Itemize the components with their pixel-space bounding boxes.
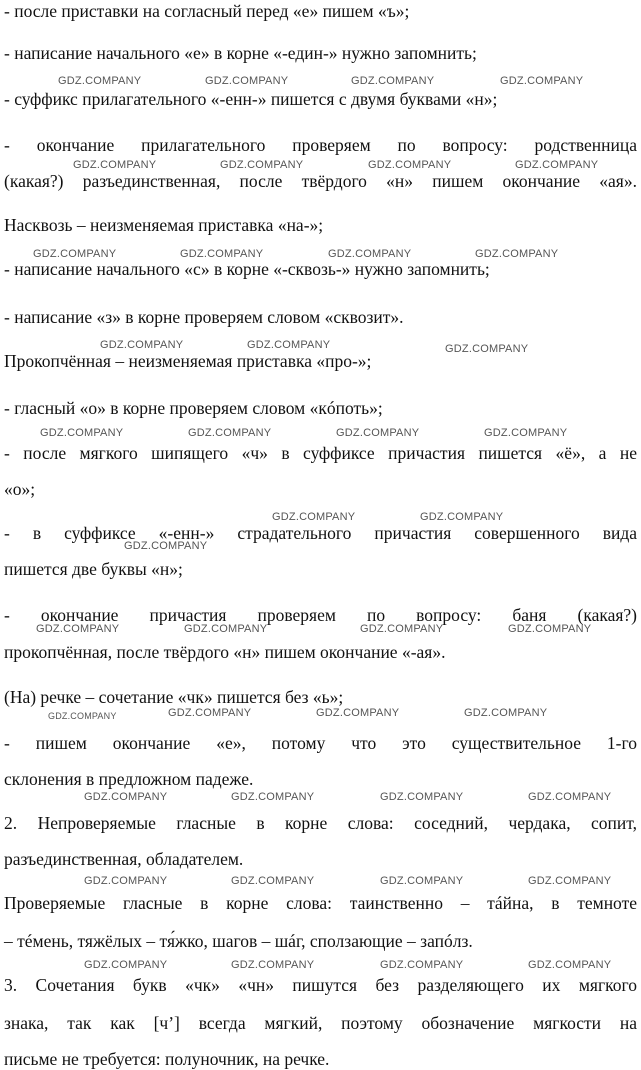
watermark-text: GDZ.COMPANY	[508, 623, 592, 635]
watermark-text: GDZ.COMPANY	[33, 248, 117, 260]
watermark-text: GDZ.COMPANY	[528, 791, 612, 803]
watermark-text: GDZ.COMPANY	[380, 875, 464, 887]
watermark-text: GDZ.COMPANY	[231, 959, 315, 971]
watermark-text: GDZ.COMPANY	[36, 623, 120, 635]
watermark-text: GDZ.COMPANY	[360, 623, 444, 635]
text-line: разъединственная, обладателем.	[4, 849, 244, 869]
watermark-text: GDZ.COMPANY	[180, 248, 264, 260]
watermark-text: GDZ.COMPANY	[73, 159, 157, 171]
watermark-text: GDZ.COMPANY	[368, 159, 452, 171]
text-line: - написание «з» в корне проверяем словом «сквозит».	[4, 307, 404, 327]
watermark-text: GDZ.COMPANY	[380, 959, 464, 971]
watermark-text: GDZ.COMPANY	[336, 427, 420, 439]
text-line: – тéмень, тяжёлых – тя́жко, шагов – шáг, сползающие – запóлз.	[4, 931, 473, 951]
watermark-text: GDZ.COMPANY	[328, 248, 412, 260]
text-line: знака, так как [ч’] всегда мягкий, поэтому обозначение мягкости на	[4, 1013, 637, 1033]
watermark-text: GDZ.COMPANY	[205, 75, 289, 87]
watermark-text: GDZ.COMPANY	[188, 427, 272, 439]
watermark-text: GDZ.COMPANY	[124, 540, 208, 552]
text-line: - окончание причастия проверяем по вопросу: баня (какая?)	[4, 605, 637, 625]
text-line: - в суффиксе «-енн-» страдательного причастия совершенного вида	[4, 523, 637, 543]
watermark-text: GDZ.COMPANY	[528, 959, 612, 971]
watermark-text: GDZ.COMPANY	[168, 707, 252, 719]
text-line: - написание начального «с» в корне «-сквозь-» нужно запомнить;	[4, 259, 490, 279]
watermark-text: GDZ.COMPANY	[380, 791, 464, 803]
watermark-text: GDZ.COMPANY	[231, 875, 315, 887]
watermark-text: GDZ.COMPANY	[231, 791, 315, 803]
text-line: - после мягкого шипящего «ч» в суффиксе причастия пишется «ё», а не	[4, 443, 637, 463]
watermark-text: GDZ.COMPANY	[84, 791, 168, 803]
text-line: Прокопчённая – неизменяемая приставка «про-»;	[4, 351, 372, 371]
watermark-text: GDZ.COMPANY	[500, 75, 584, 87]
watermark-text: GDZ.COMPANY	[272, 511, 356, 523]
text-line: (какая?) разъединственная, после твёрдого «н» пишем окончание «ая».	[4, 171, 637, 191]
text-line: 2. Непроверяемые гласные в корне слова: соседний, чердака, сопит,	[4, 813, 637, 833]
text-line: прокопчённая, после твёрдого «н» пишем окончание «-ая».	[4, 642, 446, 662]
text-line: «о»;	[4, 479, 36, 499]
watermark-text: GDZ.COMPANY	[247, 339, 331, 351]
watermark-text: GDZ.COMPANY	[40, 427, 124, 439]
text-line: 3. Сочетания букв «чк» «чн» пишутся без разделяющего их мягкого	[4, 975, 637, 995]
watermark-text: GDZ.COMPANY	[484, 427, 568, 439]
text-line: Насквозь – неизменяемая приставка «на-»;	[4, 215, 324, 235]
watermark-text: GDZ.COMPANY	[184, 623, 268, 635]
watermark-text: GDZ.COMPANY	[464, 707, 548, 719]
text-line: пишется две буквы «н»;	[4, 559, 183, 579]
text-line: Проверяемые гласные в корне слова: таинственно – тáйна, в темноте	[4, 893, 637, 913]
watermark-text: GDZ.COMPANY	[475, 248, 559, 260]
text-line: - после приставки на согласный перед «е» пишем «ъ»;	[4, 1, 410, 21]
watermark-text: GDZ.COMPANY	[445, 343, 529, 355]
watermark-text: GDZ.COMPANY	[420, 511, 504, 523]
watermark-text: GDZ.COMPANY	[84, 959, 168, 971]
watermark-text: GDZ.COMPANY	[100, 339, 184, 351]
text-line: письме не требуется: полуночник, на речке.	[4, 1049, 330, 1069]
watermark-text: GDZ.COMPANY	[351, 75, 435, 87]
text-line: - окончание прилагательного проверяем по вопросу: родственница	[4, 135, 637, 155]
text-line: - написание начального «е» в корне «-един-» нужно запомнить;	[4, 43, 477, 63]
text-line: - пишем окончание «е», потому что это существительное 1-го	[4, 733, 637, 753]
text-line: - гласный «о» в корне проверяем словом «кóпоть»;	[4, 398, 383, 418]
watermark-text: GDZ.COMPANY	[515, 159, 599, 171]
watermark-text: GDZ.COMPANY	[528, 875, 612, 887]
text-line: (На) речке – сочетание «чк» пишется без «ь»;	[4, 687, 344, 707]
text-line: - суффикс прилагательного «-енн-» пишется с двумя буквами «н»;	[4, 89, 498, 109]
watermark-text: GDZ.COMPANY	[48, 711, 117, 721]
watermark-text: GDZ.COMPANY	[84, 875, 168, 887]
watermark-text: GDZ.COMPANY	[58, 75, 142, 87]
watermark-text: GDZ.COMPANY	[220, 159, 304, 171]
text-line: склонения в предложном падеже.	[4, 769, 254, 789]
watermark-text: GDZ.COMPANY	[316, 707, 400, 719]
